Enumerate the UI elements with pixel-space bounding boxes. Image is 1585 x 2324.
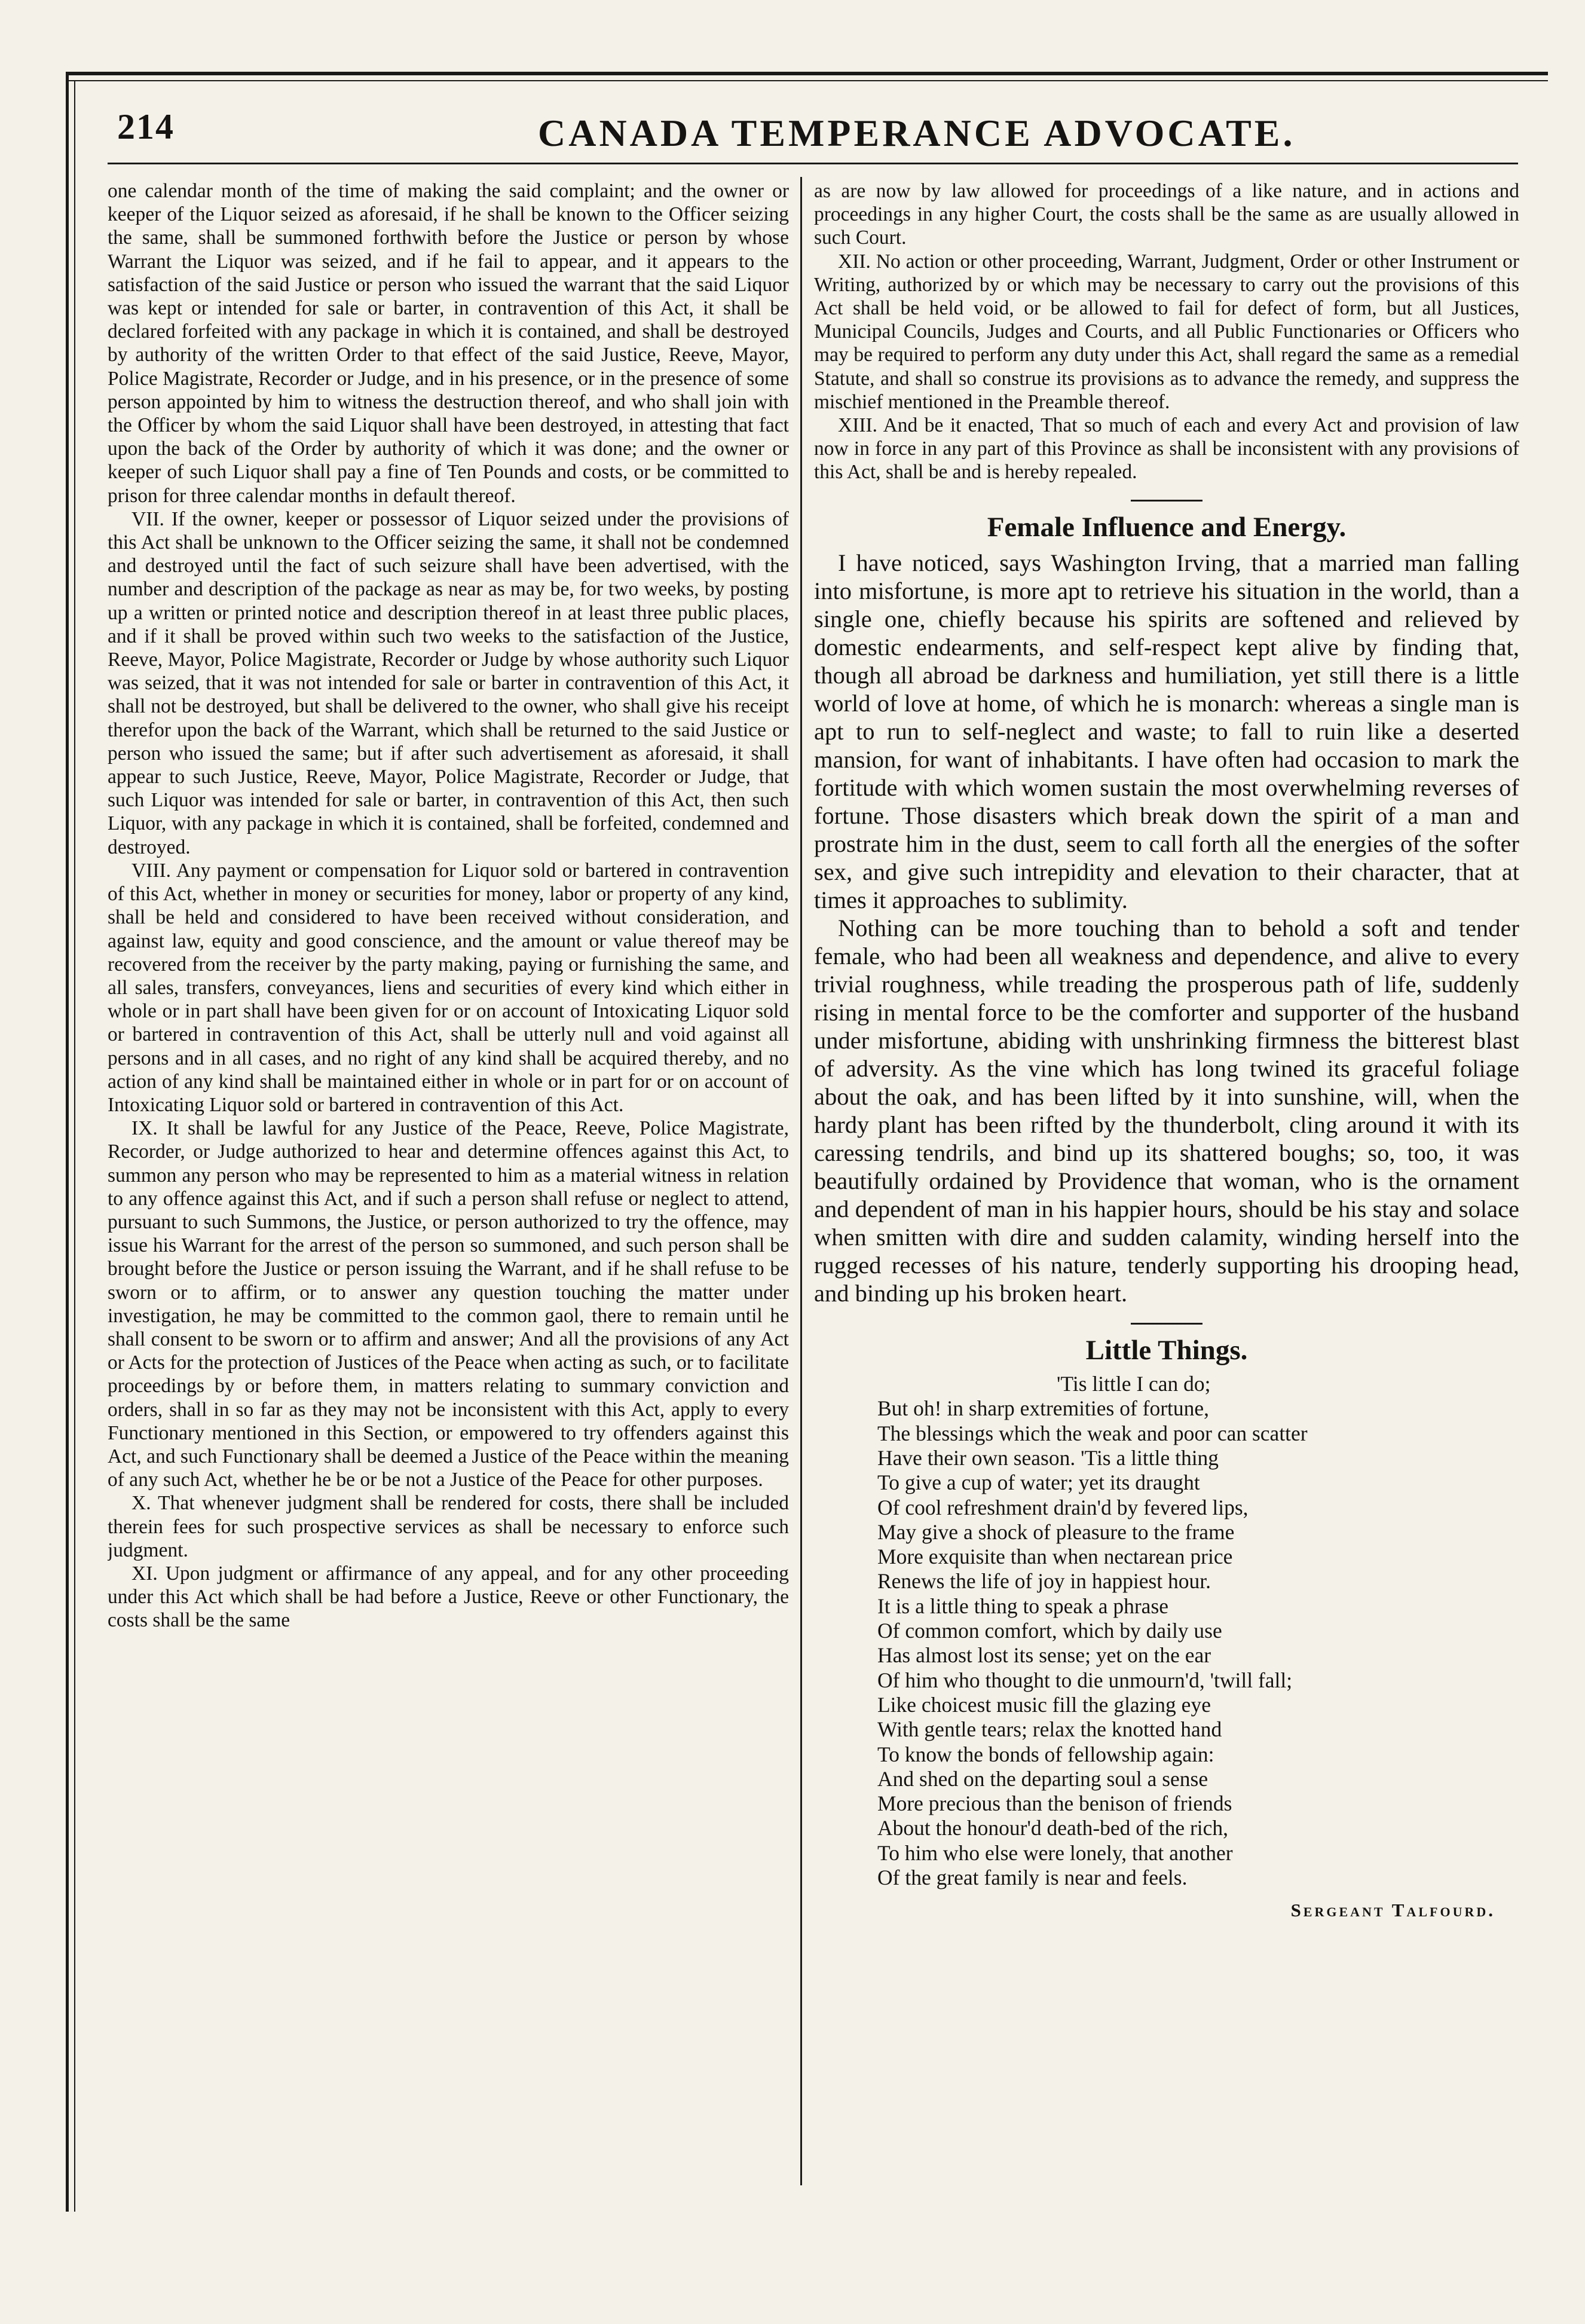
- paragraph: VII. If the owner, keeper or possessor of Liquor seized under the provisions of this Act shall be unknown to the Officer seizing the same, it shall not be condemned and destroyed until the fact of such seizure shall have been advertised, with the number and description of the package as near as may be, for two weeks, by posting up a written or printed notice and description thereof in at least three public places, and if it shall be proved within such two weeks to the satisfaction of the Justice, Reeve, Mayor, Police Magistrate, Recorder or Judge by whose authority such Liquor was seized, that it was not intended for sale or barter in contravention of this Act, it shall not be destroyed, but shall be delivered to the owner, who shall give his receipt therefor upon the back of the Warrant, which shall be returned to the said Justice or person who issued the same; but if after such advertisement as aforesaid, it shall appear to such Justice, Reeve, Mayor, Police Magistrate, Recorder or Judge, that such Liquor was intended for sale or barter, in contravention of this Act, then such Liquor, with any package in which it is contained, shall be forfeited, condemned and destroyed.: [108, 507, 789, 858]
- paragraph: X. That whenever judgment shall be rendered for costs, there shall be included therein fees for such prospective services as shall be necessary to enforce such judgment.: [108, 1492, 789, 1561]
- page-frame-left: [66, 72, 69, 2212]
- poem-line: Of the great family is near and feels.: [877, 1865, 1188, 1889]
- poem-line: May give a shock of pleasure to the frame: [877, 1519, 1235, 1544]
- poem-line: But oh! in sharp extremities of fortune,: [877, 1396, 1210, 1421]
- paragraph: IX. It shall be lawful for any Justice of the Peace, Reeve, Police Magistrate, Recorder, or Judge authorized to hear and determine offences against this Act, to summon any person who may be represented to him as a material witness in relation to any offence against this Act, and if such a person shall refuse or neglect to attend, pursuant to such Summons, the Justice, or person authorized to try the offence, may issue his Warrant for the arrest of the person so summoned, and such person shall be brought before the Justice or person issuing the Warrant, and if he shall refuse to be sworn or to affirm, or to answer any question touching the matter under investigation, he may be committed to the common gaol, there to remain until he shall consent to be sworn or to affirm and answer; And all the provisions of any Act or Acts for the protection of Justices of the Peace when acting as such, or to facilitate proceedings by or before them, in matters relating to summary conviction and orders, shall in so far as they may not be inconsistent with this Act, apply to every Functionary mentioned in this Section, or empowered to try offenders against this Act, and such Functionary shall be deemed a Justice of the Peace within the meaning of any such Act, whether he be or be not a Justice of the Peace for other purposes.: [108, 1117, 789, 1491]
- page-frame-top-inner: [66, 80, 1548, 81]
- page-frame-top: [66, 72, 1548, 75]
- section-rule: [1131, 500, 1202, 502]
- poem-line: To him who else were lonely, that another: [877, 1840, 1233, 1865]
- poem-line: And shed on the departing soul a sense: [877, 1766, 1208, 1791]
- poem-line: More exquisite than when nectarean price: [877, 1545, 1233, 1569]
- poem-line: The blessings which the weak and poor can scatter: [877, 1421, 1308, 1445]
- left-column: [108, 179, 789, 2200]
- poem-line: Of him who thought to die unmourn'd, 'twill fall;: [877, 1668, 1293, 1692]
- poem-line: Of cool refreshment drain'd by fevered lips,: [877, 1495, 1249, 1519]
- poem-line: More precious than the benison of friends: [877, 1791, 1232, 1816]
- paragraph: I have noticed, says Washington Irving, that a married man falling into misfortune, is more apt to retrieve his situation in the world, than a single one, chiefly because his spirits are softened and relieved by domestic endearments, and self-respect kept alive by finding that, though all abroad be darkness and humiliation, yet still there is a little world of love at home, of which he is monarch: whereas a single man is apt to run to self-neglect and waste; to fall to ruin like a deserted mansion, for want of inhabitants. I have often had occasion to mark the fortitude with which women sustain the most overwhelming reverses of fortune. Those disasters which break down the spirit of a man and prostrate him in the dust, seem to call forth all the energies of the softer sex, and give such intrepidity and elevation to their character, that at times it approaches to sublimity.: [814, 549, 1519, 913]
- section-title-little-things: Little Things.: [1085, 1334, 1248, 1366]
- paragraph: VIII. Any payment or compensation for Liquor sold or bartered in contravention of this Act, whether in money or securities for money, labor or property of any kind, shall be held and considered to have been received without consideration, and against law, equity and good conscience, and the amount or value thereof may be recovered from the receiver by the party making, paying or furnishing the same, and all sales, transfers, conveyances, liens and securities of every kind which either in whole or in part shall have been given for or on account of Intoxicating Liquor sold or bartered in contravention of this Act, shall be utterly null and void against all persons and in all cases, and no right of any kind shall be acquired thereby, and no action of any kind shall be maintained either in whole or in part for or on account of Intoxicating Liquor sold or bartered in contravention of this Act.: [108, 859, 789, 1116]
- poem-line: With gentle tears; relax the knotted hand: [877, 1717, 1222, 1742]
- section-rule: [1131, 1323, 1202, 1325]
- right-column: [814, 179, 1519, 2200]
- poem-line: To give a cup of water; yet its draught: [877, 1470, 1200, 1495]
- section-title-female-influence: Female Influence and Energy.: [987, 511, 1347, 543]
- paragraph: Nothing can be more touching than to behold a soft and tender female, who had been all weakness and dependence, and alive to every trivial roughness, while treading the prosperous path of life, suddenly rising in mental force to be the comforter and supporter of the husband under misfortune, abiding with unshrinking firmness the bitterest blast of adversity. As the vine which has long twined its graceful foliage about the oak, and has been lifted by it into sunshine, will, when the hardy plant has been rifted by the thunderbolt, cling around it with its caressing tendrils, and bind up its shattered boughs; so, too, it was beautifully ordained by Providence that woman, who is the ornament and dependent of man in his happier hours, should be his stay and solace when smitten with dire and sudden calamity, winding herself into the rugged recesses of his nature, tenderly supporting his drooping head, and binding up his broken heart.: [814, 914, 1519, 1307]
- paragraph: as are now by law allowed for proceedings of a like nature, and in actions and proceedings in any higher Court, the costs shall be the same as are usually allowed in such Court.: [814, 180, 1519, 249]
- page-number: 214: [117, 107, 175, 146]
- poem-line: Of common comfort, which by daily use: [877, 1619, 1222, 1643]
- page-frame-left-inner: [74, 80, 75, 2212]
- paragraph: one calendar month of the time of making the said complaint; and the owner or keeper of the Liquor seized as aforesaid, if he shall be known to the Officer seizing the same, shall be summoned forthwith before the Justice or person by whose Warrant the Liquor was seized, and if he fail to appear, and it appears to the satisfaction of the said Justice or person who issued the warrant that the said Liquor was kept or intended for sale or barter, in contravention of this Act, it shall be declared forfeited with any package in which it is contained, and shall be destroyed by authority of the written Order to that effect of the said Justice, Reeve, Mayor, Police Magistrate, Recorder or Judge, and in his presence, or in the presence of some person appointed by him to witness the destruction thereof, and who shall join with the Officer by whom the said Liquor shall have been destroyed, in attesting that fact upon the back of the Order by authority of which it was done; and the owner or keeper of such Liquor shall pay a fine of Ten Pounds and costs, or be committed to prison for three calendar months in default thereof.: [108, 180, 789, 507]
- column-rule: [800, 177, 802, 2185]
- running-head: CANADA TEMPERANCE ADVOCATE.: [538, 112, 1296, 154]
- poem-signature: Sergeant Talfourd.: [1290, 1900, 1495, 1921]
- poem-line: Like choicest music fill the glazing eye: [877, 1692, 1211, 1717]
- paragraph: XIII. And be it enacted, That so much of each and every Act and provision of law now in force in any part of this Province as shall be inconsistent with any provisions of this Act, shall be and is hereby repealed.: [814, 414, 1519, 484]
- poem-line: Has almost lost its sense; yet on the ear: [877, 1643, 1211, 1668]
- paragraph: XI. Upon judgment or affirmance of any appeal, and for any other proceeding under this Act which shall be had before a Justice, Reeve or other Functionary, the costs shall be the same: [108, 1562, 789, 1632]
- poem-line: Renews the life of joy in happiest hour.: [877, 1569, 1211, 1594]
- paragraph: XII. No action or other proceeding, Warrant, Judgment, Order or other Instrument or Writing, authorized by or which may be necessary to carry out the provisions of this Act shall be held void, or be allowed to fail for defect of form, but all Justices, Municipal Councils, Judges and Courts, and all Public Functionaries or Officers who may be required to perform any duty under this Act, shall regard the same as a remedial Statute, and shall so construe its provisions as to advance the remedy, and suppress the mischief mentioned in the Preamble thereof.: [814, 250, 1519, 413]
- poem-line: About the honour'd death-bed of the rich,: [877, 1816, 1229, 1840]
- poem-line: It is a little thing to speak a phrase: [877, 1594, 1169, 1618]
- poem-line: 'Tis little I can do;: [1057, 1372, 1211, 1396]
- poem: [877, 1372, 1519, 1890]
- poem-line: To know the bonds of fellowship again:: [877, 1742, 1214, 1766]
- poem-line: Have their own season. 'Tis a little thing: [877, 1445, 1219, 1470]
- header-rule: [108, 163, 1518, 164]
